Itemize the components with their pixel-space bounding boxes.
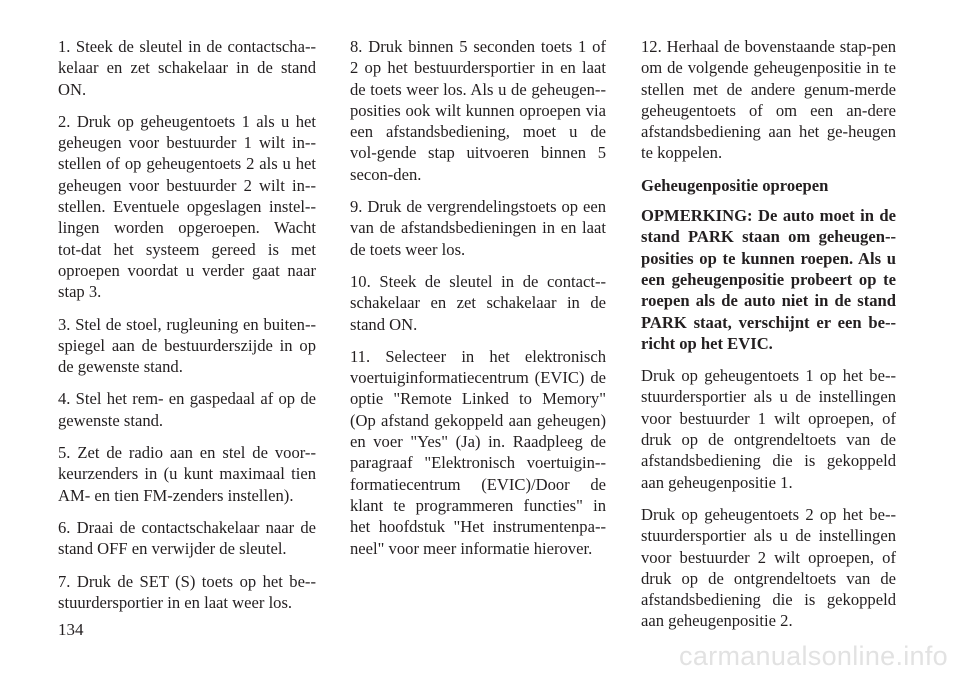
recall-driver-2-paragraph: Druk op geheugentoets 2 op het be-stuurdersportier als u de instellingen voor bestuurder 2 wilt oproepen, of druk op de ontgrendeltoets van de afstandsbediening die is gekoppeld aan geheugenpositie 2. xyxy=(641,504,896,631)
column-3 xyxy=(641,36,896,643)
step-7: 7. Druk de SET (S) toets op het be-stuurdersportier in en laat weer los. xyxy=(58,571,316,612)
column-2 xyxy=(350,36,606,570)
watermark: carmanualsonline.info xyxy=(679,641,948,671)
step-9: 9. Druk de vergrendelingstoets op een van de afstandsbedieningen in en laat de toets weer los. xyxy=(350,197,606,259)
note-paragraph: OPMERKING: De auto moet in de stand PARK staan om geheugen-posities op te kunnen roepen. Als u een geheugenpositie probeert op te roepen als de auto niet in de stand PARK staat, verschijnt er een be-richt op het EVIC. xyxy=(641,206,896,353)
step-4: 4. Stel het rem- en gaspedaal af op de gewenste stand. xyxy=(58,389,316,430)
step-5: 5. Zet de radio aan en stel de voor-keurzenders in (u kunt maximaal tien AM- en tien FM-zenders instellen). xyxy=(58,443,316,505)
section-heading: Geheugenpositie oproepen xyxy=(641,175,829,195)
step-11: 11. Selecteer in het elektronisch voertuiginformatiecentrum (EVIC) de optie "Remote Linked to Memory" (Op afstand gekoppeld aan geheugen) en voer "Yes" (Ja) in. Raadpleeg de paragraaf "Elektronisch voertuigin-formatiecentrum (EVIC)/Door de klant te programmeren functies" in het hoofdstuk "Het instrumentenpa-neel" voor meer informatie hierover. xyxy=(350,346,606,558)
step-2: 2. Druk op geheugentoets 1 als u het geheugen voor bestuurder 1 wilt in-stellen of op geheugentoets 2 als u het geheugen voor bestuurder 2 wilt in-stellen. Eventuele opgeslagen instel-lingen worden opgeroepen. Wacht tot-dat het systeem gereed is met oproepen voordat u verder gaat naar stap 3. xyxy=(58,111,316,302)
step-12: 12. Herhaal de bovenstaande stap-pen om de volgende geheugenpositie in te stellen met de andere genum-merde geheugentoets of om een an-dere afstandsbediening aan het ge-heugen te koppelen. xyxy=(641,37,896,163)
step-8: 8. Druk binnen 5 seconden toets 1 of 2 op het bestuurdersportier in en laat de toets weer los. Als u de geheugen-posities ook wilt kunnen oproepen via een afstandsbediening, moet u de vol-gende stap uitvoeren binnen 5 secon-den. xyxy=(350,37,606,184)
step-1: 1. Steek de sleutel in de contactscha-kelaar en zet schakelaar in de stand ON. xyxy=(58,37,316,99)
recall-driver-1-paragraph: Druk op geheugentoets 1 op het be-stuurdersportier als u de instellingen voor bestuurder 1 wilt oproepen, of druk op de ontgrendeltoets van de afstandsbediening die is gekoppeld aan geheugenpositie 1. xyxy=(641,366,896,492)
step-6: 6. Draai de contactschakelaar naar de stand OFF en verwijder de sleutel. xyxy=(58,517,316,559)
step-3: 3. Stel de stoel, rugleuning en buiten-spiegel aan de bestuurderszijde in op de gewenste stand. xyxy=(58,314,316,377)
column-1 xyxy=(58,36,316,624)
step-10: 10. Steek de sleutel in de contact-schakelaar en zet schakelaar in de stand ON. xyxy=(350,271,606,334)
page-number: 134 xyxy=(58,620,84,639)
